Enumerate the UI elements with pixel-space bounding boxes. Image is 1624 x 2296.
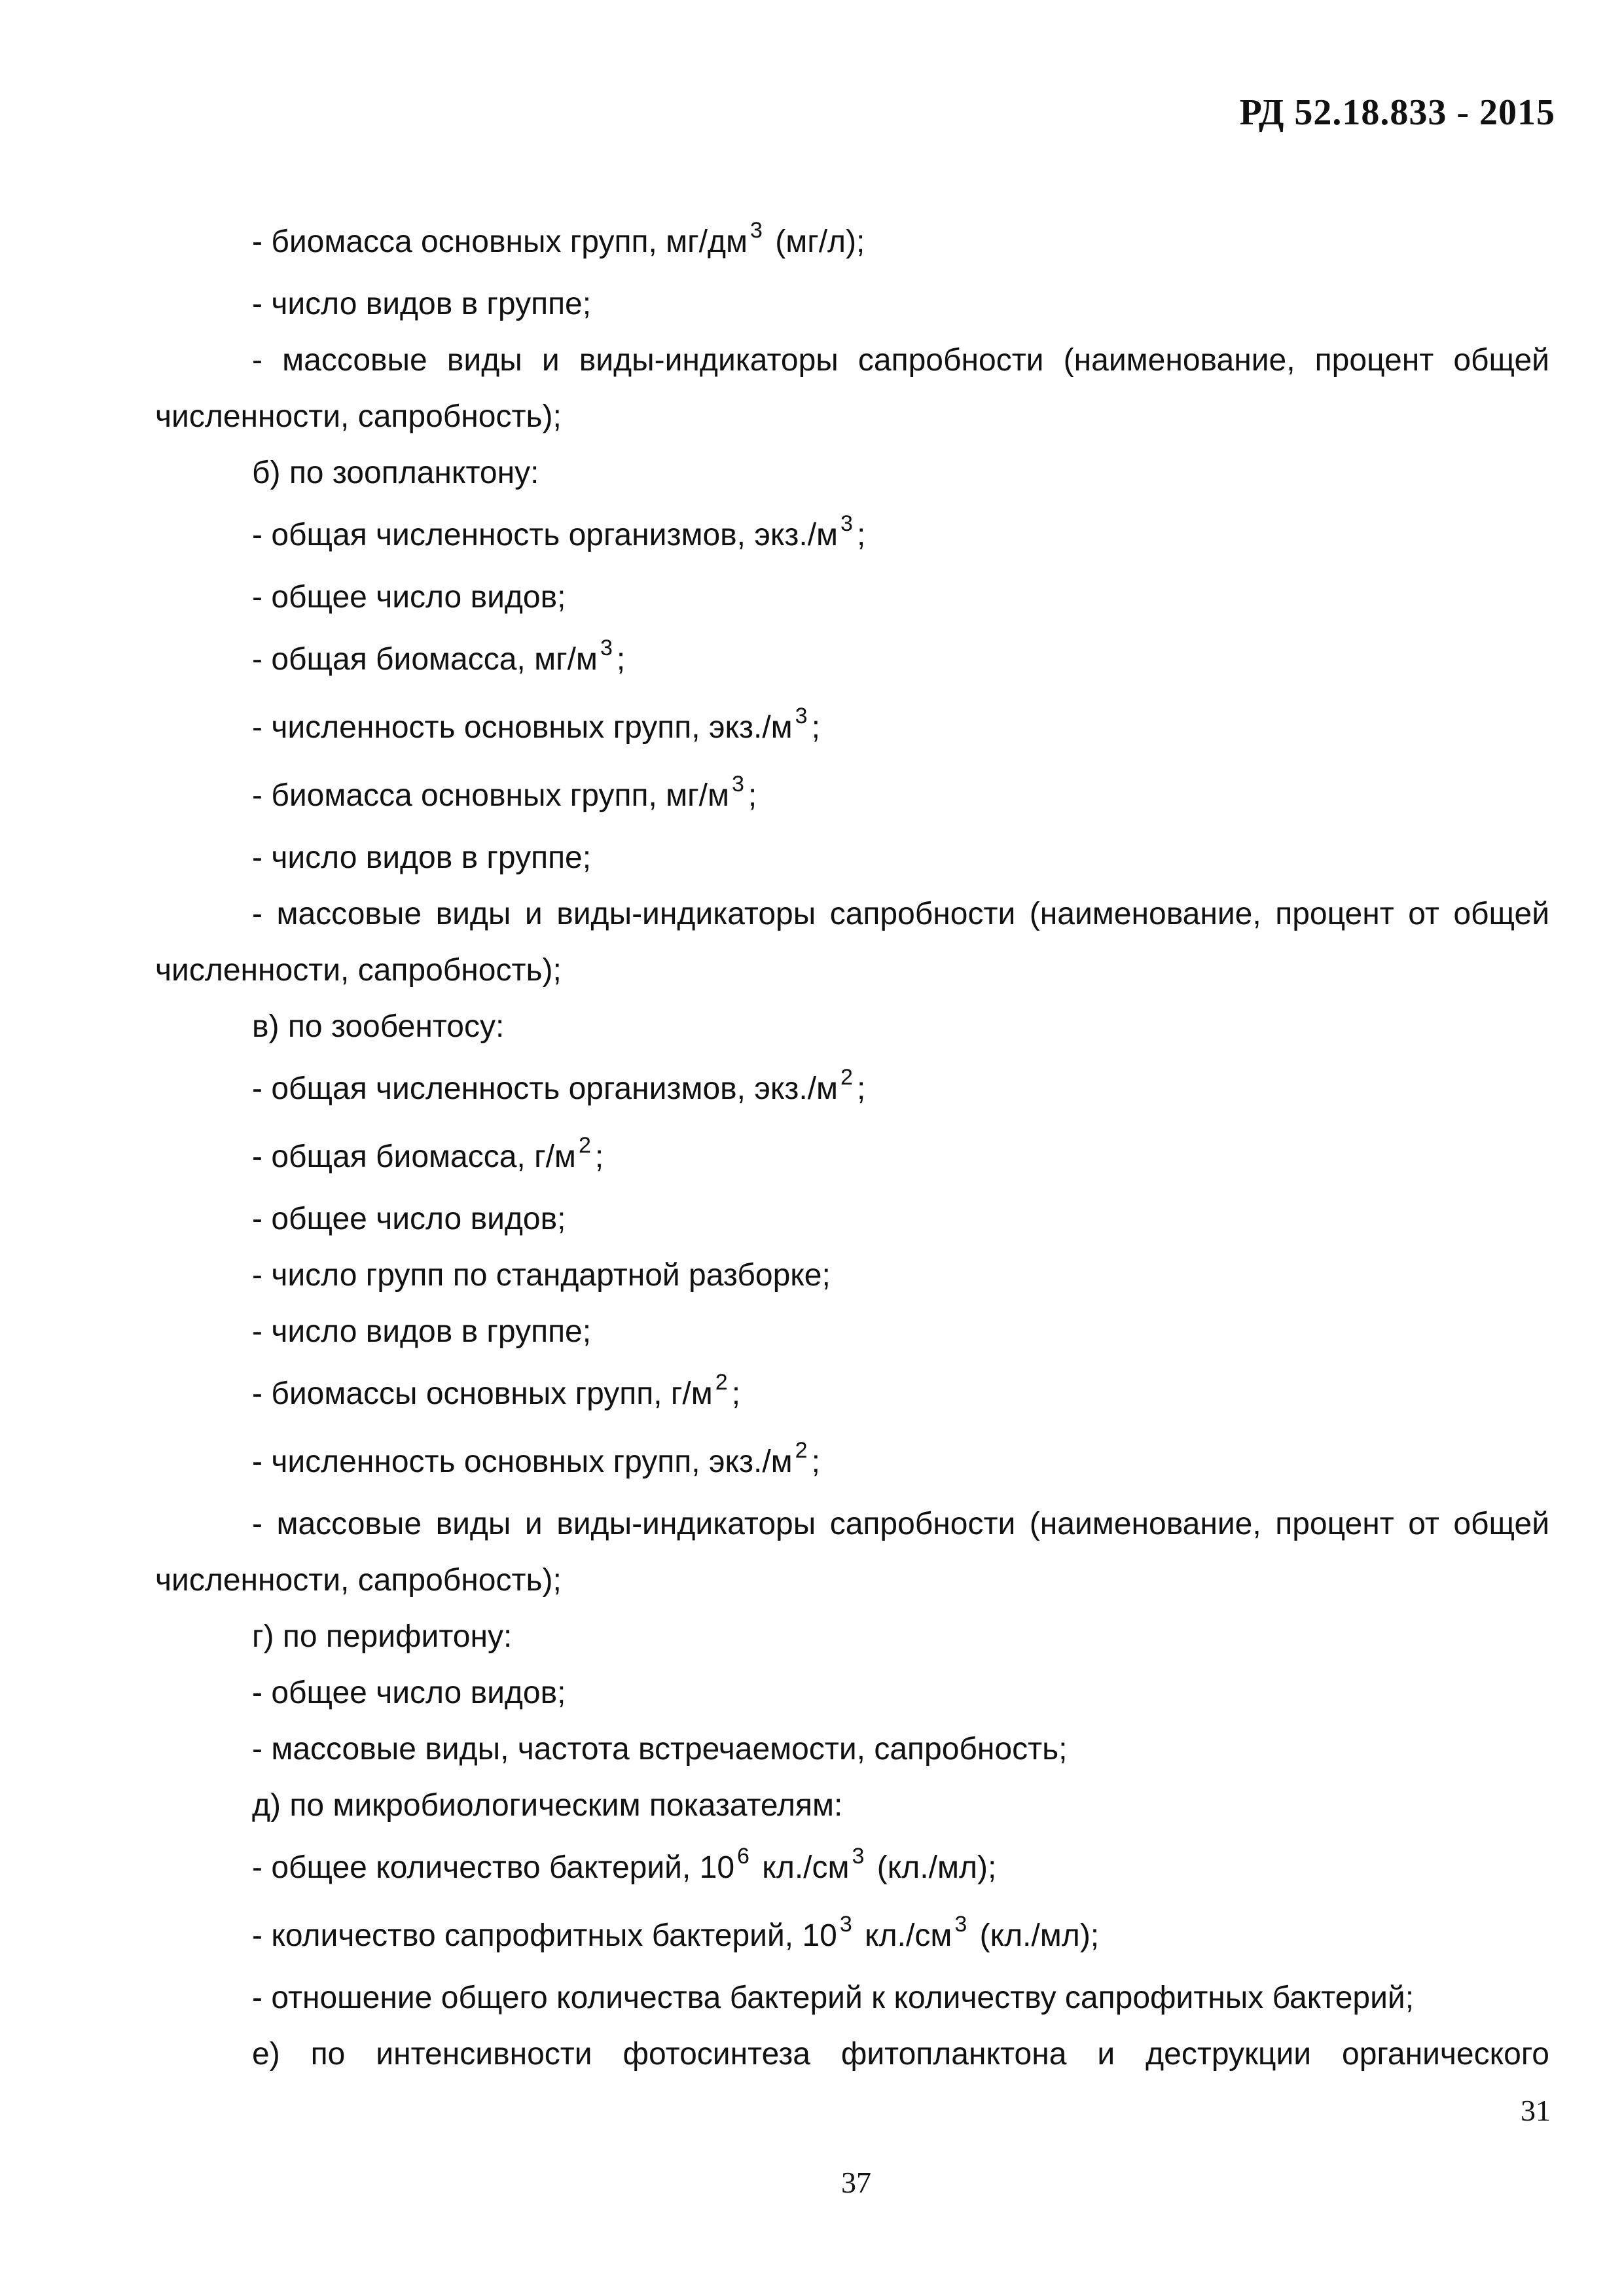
text-line: - общая биомасса, мг/м $^3$ ; <box>252 636 626 677</box>
document-body <box>155 208 1549 2083</box>
text-line: - количество сапрофитных бактерий, 10 $^3$ кл./см $^3$ (кл./мл); <box>252 1912 1100 1953</box>
page-number-scan: 37 <box>841 2166 871 2199</box>
text-line: - число групп по стандартной разборке; <box>252 1258 831 1293</box>
section-heading: г) по перифитону: <box>252 1619 513 1654</box>
text-line: - биомасса основных групп, мг/дм $^3$ (мг/л); <box>252 218 865 259</box>
text-line: - число видов в группе; <box>252 1314 592 1349</box>
text-line: - общее число видов; <box>252 1202 566 1236</box>
section-heading: в) по зообентосу: <box>252 1009 505 1044</box>
text-paragraph: - массовые виды и виды-индикаторы сапробности (наименование, процент от общей численности, сапробность); <box>155 897 1549 988</box>
section-heading: д) по микробиологическим показателям: <box>252 1788 843 1823</box>
text-line: - общее число видов; <box>252 1676 566 1710</box>
text-paragraph: - массовые виды и виды-индикаторы сапробности (наименование, процент общей численности, сапробность); <box>155 343 1549 434</box>
text-line: - массовые виды, частота встречаемости, сапробность; <box>252 1732 1068 1767</box>
text-line: - общее количество бактерий, 10 $^6$ кл./см $^3$ (кл./мл); <box>252 1844 997 1885</box>
section-heading: е) по интенсивности фотосинтеза фитопланктона и деструкции органического <box>252 2037 1549 2072</box>
text-line: - биомасса основных групп, мг/м $^3$ ; <box>252 772 757 813</box>
page-number: 31 <box>1521 2094 1551 2127</box>
text-line: - число видов в группе; <box>252 840 592 875</box>
text-line: - общая численность организмов, экз./м $^2$ ; <box>252 1065 866 1106</box>
text-line: - отношение общего количества бактерий к количеству сапрофитных бактерий; <box>252 1981 1415 2015</box>
section-heading: б) по зоопланктону: <box>252 456 539 490</box>
text-line: - общее число видов; <box>252 580 566 615</box>
text-line: - общая биомасса, г/м $^2$ ; <box>252 1133 604 1174</box>
text-line: - численность основных групп, экз./м $^3$ ; <box>252 704 820 745</box>
document-code: РД 52.18.833 - 2015 <box>1239 92 1555 133</box>
text-line: - общая численность организмов, экз./м $^3$ ; <box>252 511 866 552</box>
text-line: - число видов в группе; <box>252 287 592 321</box>
text-paragraph: - массовые виды и виды-индикаторы сапробности (наименование, процент от общей численности, сапробность); <box>155 1507 1549 1598</box>
text-line: - биомассы основных групп, г/м $^2$ ; <box>252 1370 741 1411</box>
text-line: - численность основных групп, экз./м $^2$ ; <box>252 1438 820 1479</box>
